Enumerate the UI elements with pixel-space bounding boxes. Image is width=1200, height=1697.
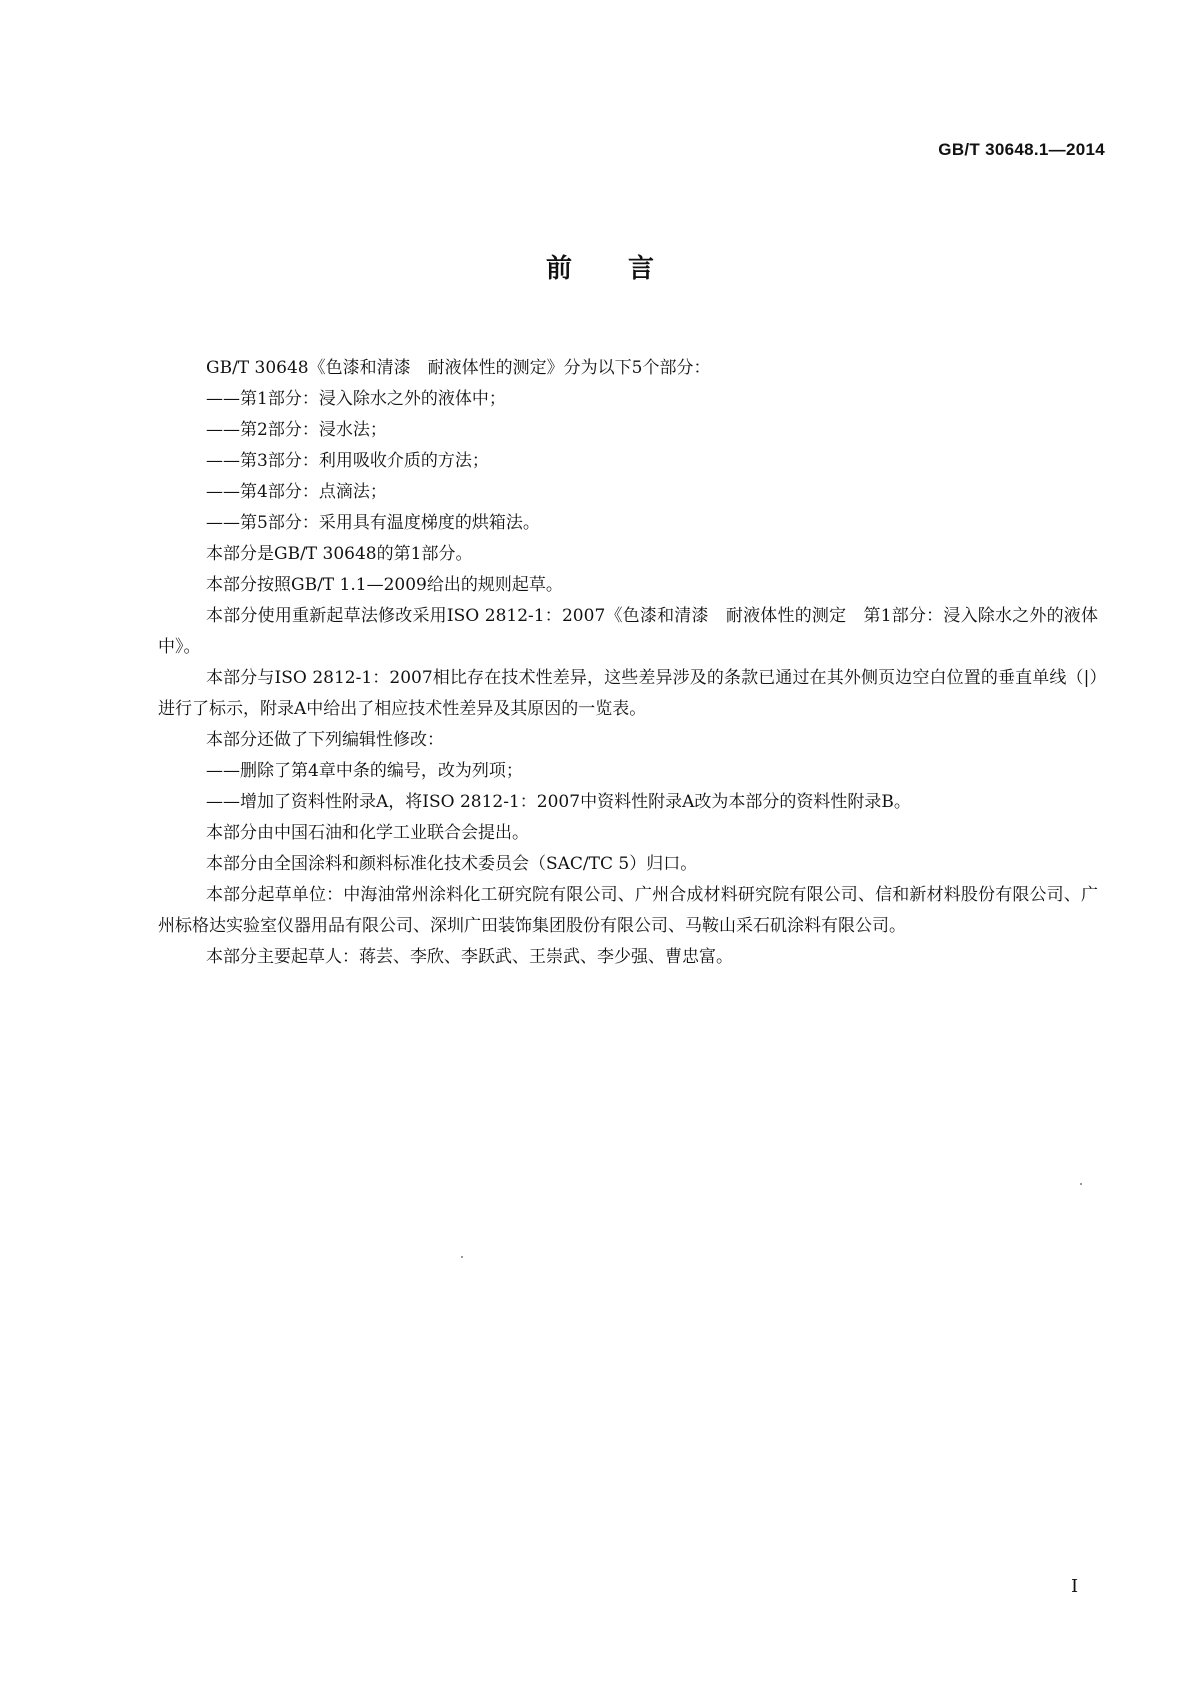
editorial-changes-intro: 本部分还做了下列编辑性修改： — [206, 730, 444, 750]
editorial-change-item: ——删除了第4章中条的编号，改为列项； — [206, 761, 523, 781]
drafting-rules-paragraph: 本部分按照GB/T 1.1—2009给出的规则起草。 — [206, 575, 563, 595]
part-statement-paragraph: 本部分是GB/T 30648的第1部分。 — [206, 544, 473, 564]
drafters-paragraph: 本部分主要起草人：蒋芸、李欣、李跃武、王崇武、李少强、曹忠富。 — [206, 947, 733, 967]
technical-differences-paragraph: 本部分与ISO 2812-1：2007相比存在技术性差异，这些差异涉及的条款已通过在其外侧页边空白位置的垂直单线（|）进行了标示，附录A中给出了相应技术性差异及其原因的一览表。 — [158, 668, 1098, 719]
editorial-change-item: ——增加了资料性附录A，将ISO 2812-1：2007中资料性附录A改为本部分的资料性附录B。 — [206, 792, 911, 812]
page-title: 前言 — [545, 254, 710, 284]
drafting-units-paragraph: 本部分起草单位：中海油常州涂料化工研究院有限公司、广州合成材料研究院有限公司、信和新材料股份有限公司、广州标格达实验室仪器用品有限公司、深圳广田装饰集团股份有限公司、马鞍山采石矶涂料有限公司。 — [158, 885, 1098, 936]
parts-intro-paragraph: GB/T 30648《色漆和清漆 耐液体性的测定》分为以下5个部分： — [206, 358, 711, 378]
part-2-list-item: ——第2部分：浸水法； — [206, 420, 387, 440]
committee-paragraph: 本部分由全国涂料和颜料标准化技术委员会（SAC/TC 5）归口。 — [206, 854, 698, 874]
page-number: I — [1071, 1576, 1079, 1597]
scan-speck — [461, 1256, 463, 1258]
part-3-list-item: ——第3部分：利用吸收介质的方法； — [206, 451, 489, 471]
part-1-list-item: ——第1部分：浸入除水之外的液体中； — [206, 389, 506, 409]
part-5-list-item: ——第5部分：采用具有温度梯度的烘箱法。 — [206, 513, 540, 533]
standard-number: GB/T 30648.1—2014 — [938, 140, 1105, 159]
scan-speck — [1080, 1183, 1082, 1185]
proposer-paragraph: 本部分由中国石油和化学工业联合会提出。 — [206, 823, 529, 843]
part-4-list-item: ——第4部分：点滴法； — [206, 482, 387, 502]
adoption-paragraph: 本部分使用重新起草法修改采用ISO 2812-1：2007《色漆和清漆 耐液体性的测定 第1部分：浸入除水之外的液体中》。 — [158, 606, 1098, 657]
preface-body — [158, 353, 1098, 973]
